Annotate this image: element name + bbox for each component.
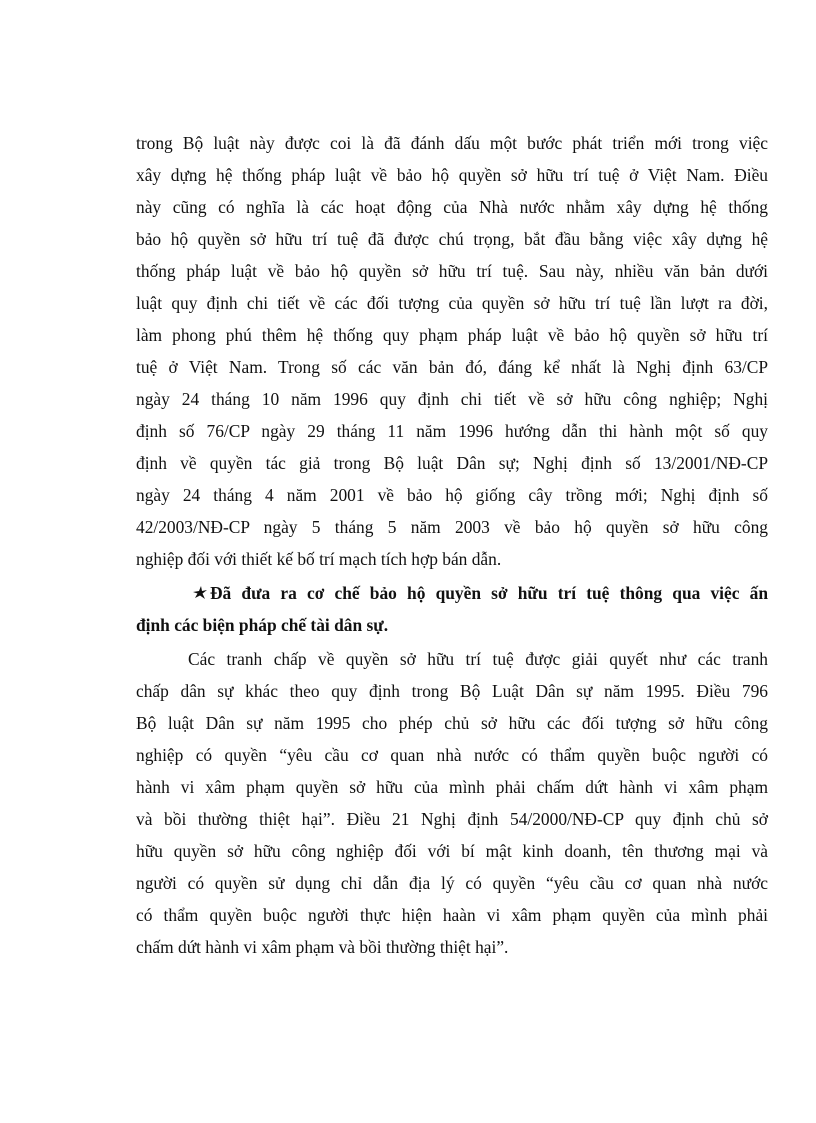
text-line: Bộ luật Dân sự năm 1995 cho phép chủ sở hữu các đối tượng sở hữu công: [136, 713, 768, 733]
text-line: xây dựng hệ thống pháp luật về bảo hộ quyền sở hữu trí tuệ ở Việt Nam. Điều: [136, 165, 768, 185]
paragraph-1: [136, 127, 768, 575]
text-line: ngày 24 tháng 10 năm 1996 quy định chi tiết về sở hữu công nghiệp; Nghị: [136, 389, 768, 409]
text-line: nghiệp có quyền “yêu cầu cơ quan nhà nước có thẩm quyền buộc người có: [136, 745, 768, 765]
star-icon: [192, 585, 208, 601]
text-line: ngày 24 tháng 4 năm 2001 về bảo hộ giống cây trồng mới; Nghị định số: [136, 485, 768, 505]
text-line: 42/2003/NĐ-CP ngày 5 tháng 5 năm 2003 về bảo hộ quyền sở hữu công: [136, 517, 768, 537]
text-line: luật quy định chi tiết về các đối tượng của quyền sở hữu trí tuệ lần lượt ra đời,: [136, 293, 768, 313]
text-line: trong Bộ luật này được coi là đã đánh dấu một bước phát triển mới trong việc: [136, 133, 768, 153]
text-line: này cũng có nghĩa là các hoạt động của Nhà nước nhằm xây dựng hệ thống: [136, 197, 768, 217]
text-line: có thẩm quyền buộc người thực hiện haàn vi xâm phạm quyền của mình phải: [136, 905, 768, 925]
heading-line: định các biện pháp chế tài dân sự.: [136, 615, 389, 635]
text-line: làm phong phú thêm hệ thống quy phạm pháp luật về bảo hộ quyền sở hữu trí: [136, 325, 768, 345]
text-line: người có quyền sử dụng chỉ dẫn địa lý có quyền “yêu cầu cơ quan nhà nước: [136, 873, 768, 893]
text-line: định về quyền tác giả trong Bộ luật Dân sự; Nghị định số 13/2001/NĐ-CP: [136, 453, 768, 473]
text-line: hành vi xâm phạm quyền sở hữu của mình phải chấm dứt hành vi xâm phạm: [136, 777, 768, 797]
text-line: định số 76/CP ngày 29 tháng 11 năm 1996 hướng dẫn thi hành một số quy: [136, 421, 768, 441]
text-line: chấp dân sự khác theo quy định trong Bộ Luật Dân sự năm 1995. Điều 796: [136, 681, 768, 701]
text-line: và bồi thường thiệt hại”. Điều 21 Nghị định 54/2000/NĐ-CP quy định chủ sở: [136, 809, 768, 829]
text-line: hữu quyền sở hữu công nghiệp đối với bí mật kinh doanh, tên thương mại và: [136, 841, 768, 861]
paragraph-2: [136, 643, 768, 963]
text-line: Các tranh chấp về quyền sở hữu trí tuệ được giải quyết như các tranh: [188, 649, 768, 669]
text-line: tuệ ở Việt Nam. Trong số các văn bản đó, đáng kể nhất là Nghị định 63/CP: [136, 357, 768, 377]
document-body: [136, 127, 768, 963]
text-line: chấm dứt hành vi xâm phạm và bồi thường thiệt hại”.: [136, 937, 509, 957]
heading-line: [136, 577, 768, 609]
text-line: nghiệp đối với thiết kế bố trí mạch tích hợp bán dẫn.: [136, 549, 502, 569]
text-line: thống pháp luật về bảo hộ quyền sở hữu trí tuệ. Sau này, nhiều văn bản dưới: [136, 261, 768, 281]
section-heading: [136, 577, 768, 641]
text-line: bảo hộ quyền sở hữu trí tuệ đã được chú trọng, bắt đầu bằng việc xây dựng hệ: [136, 229, 768, 249]
heading-text: Đã đưa ra cơ chế bảo hộ quyền sở hữu trí tuệ thông qua việc ấn: [210, 583, 768, 603]
